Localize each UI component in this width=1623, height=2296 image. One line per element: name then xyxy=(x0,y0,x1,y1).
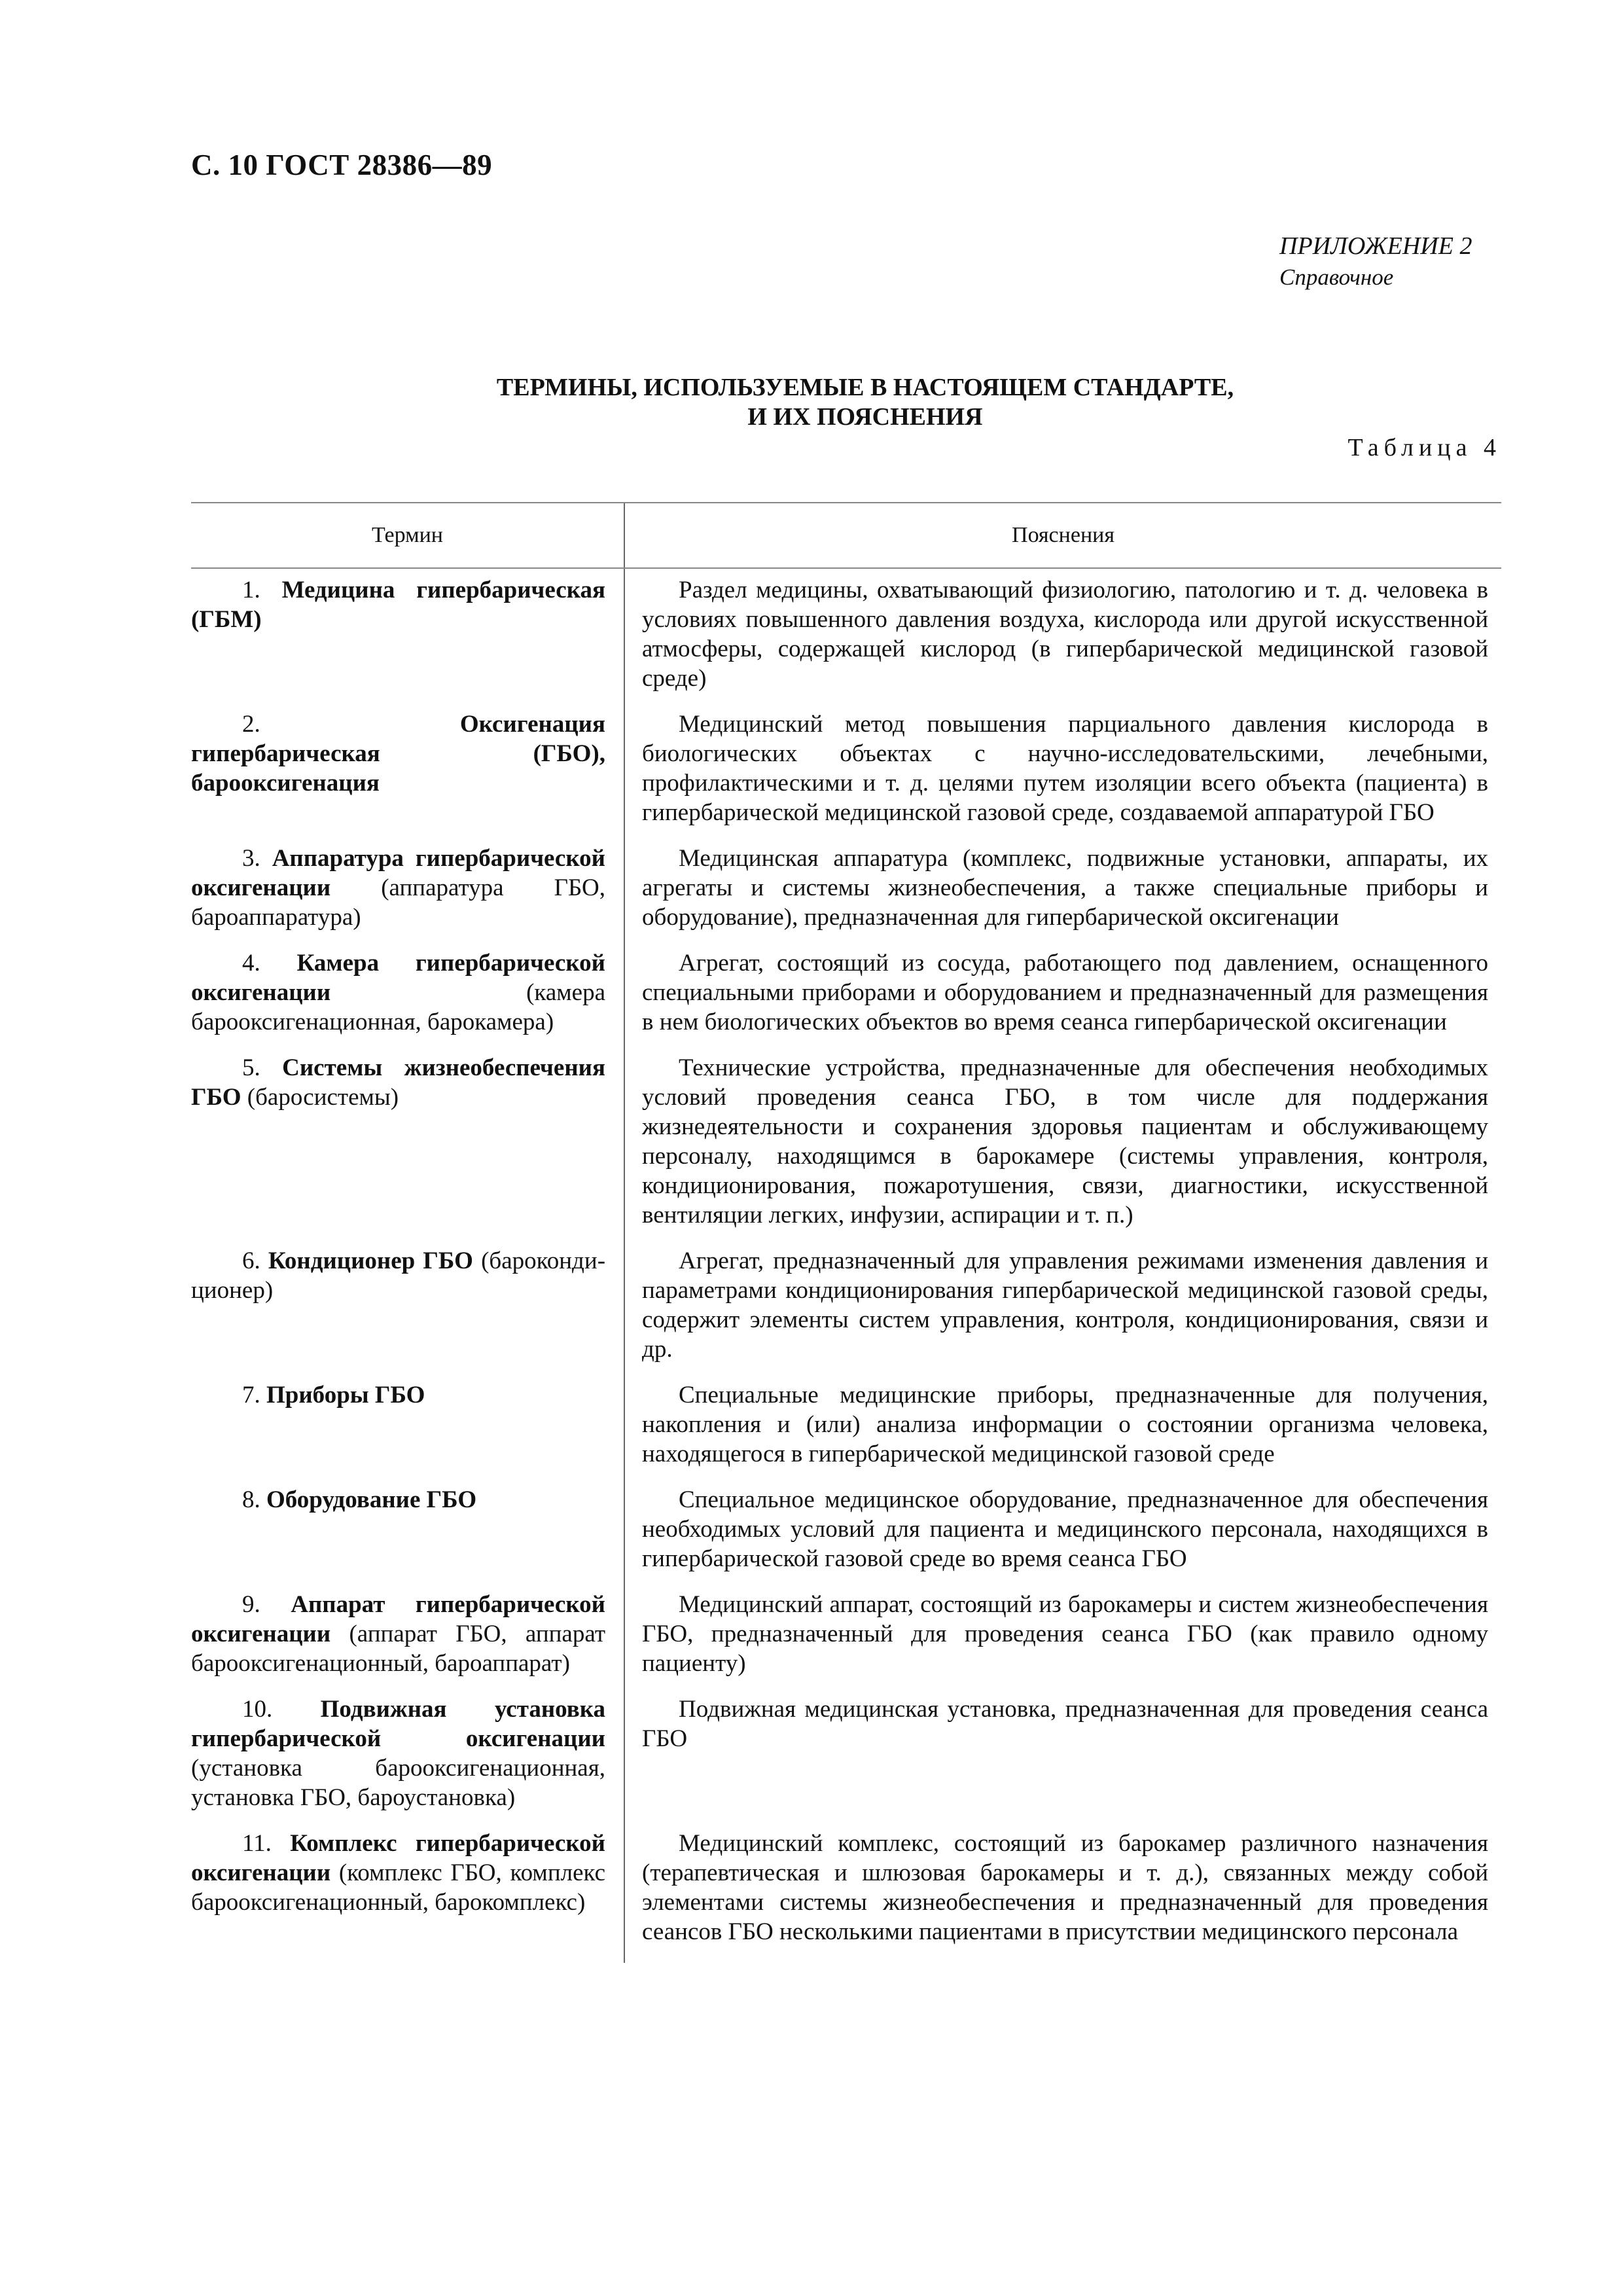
appendix-type: Справочное xyxy=(1279,264,1394,290)
term-number: 4. xyxy=(242,950,260,977)
appendix-label: ПРИЛОЖЕНИЕ 2 xyxy=(1279,232,1472,260)
explanation-cell: Агрегат, предназначенный для управления режимами изменения давления и параметрами кондиционирования гипербарической медицинской газовой среды, содержит элементы систем управления, контроля, кондиционирования, связи и др. xyxy=(642,1247,1488,1363)
table-row xyxy=(191,569,1501,709)
terms-table xyxy=(191,502,1501,1963)
title-line-1: ТЕРМИНЫ, ИСПОЛЬЗУЕМЫЕ В НАСТОЯЩЕМ СТАНДАРТЕ, xyxy=(496,374,1234,401)
term-name: Системы жизнеобеспечения ГБО xyxy=(191,1054,605,1111)
table-row xyxy=(191,1590,1501,1695)
appendix-block xyxy=(1279,230,1541,293)
term-number: 2. xyxy=(242,711,260,738)
term-cell xyxy=(191,1246,624,1364)
term-cell xyxy=(191,575,624,693)
term-synonyms: (баросистемы) xyxy=(241,1084,399,1111)
table-label: Таблица 4 xyxy=(1347,434,1501,461)
table-row xyxy=(191,948,1501,1053)
term-number: 1. xyxy=(242,577,260,603)
table-row xyxy=(191,1246,1501,1380)
table-row xyxy=(191,1695,1501,1829)
table-row xyxy=(191,1485,1501,1590)
column-header-explanation: Пояснения xyxy=(1012,523,1115,547)
table-row xyxy=(191,1380,1501,1485)
term-cell xyxy=(191,1695,624,1812)
explanation-cell: Медицинская аппаратура (комплекс, подвижные установки, аппараты, их агрегаты и системы жизнеобеспечения, а также специальные приборы и оборудование), предназначенная для гипербарической оксигенации xyxy=(642,845,1488,931)
term-number: 5. xyxy=(242,1054,260,1081)
term-synonyms: (установка барооксигенационная, установка ГБО, бароустановка) xyxy=(191,1755,605,1811)
term-name: Аппаратура гипербарической оксигенации xyxy=(191,845,606,901)
table-row xyxy=(191,709,1501,844)
term-name: Оборудование ГБО xyxy=(266,1486,477,1513)
explanation-cell: Технические устройства, предназначенные для обеспечения необходимых условий проведения сеанса ГБО, в том числе для поддержания жизнедеятельности и сохранения здоровья пациентам и обслуживающему персоналу, находящимся в барокамере (системы управления, контроля, кондиционирования, пожаротушения, связи, диагностики, искусственной вентиляции легких, инфузии, аспирации и т. п.) xyxy=(642,1054,1488,1229)
term-name: Камера гипербарической оксигенации xyxy=(191,950,605,1006)
term-number: 3. xyxy=(242,845,260,872)
term-cell xyxy=(191,844,624,932)
column-header-term: Термин xyxy=(191,503,625,567)
term-cell xyxy=(191,1380,624,1469)
explanation-cell: Медицинский аппарат, состоящий из барокамеры и систем жизнеобеспечения ГБО, предназначенный для проведения сеанса ГБО (как правило одному пациенту) xyxy=(642,1591,1488,1677)
term-cell xyxy=(191,1485,624,1573)
term-synonyms: (барокондиционер) xyxy=(191,1247,606,1304)
term-cell xyxy=(191,1590,624,1678)
table-body xyxy=(191,569,1501,1963)
table-row xyxy=(191,1829,1501,1963)
term-synonyms: (камера барооксигенационная, барокамера) xyxy=(191,979,605,1035)
term-synonyms: (комплекс ГБО, комплекс барооксигенационный, барокомплекс) xyxy=(191,1859,605,1916)
term-synonyms: (аппаратура ГБО, бароаппаратура) xyxy=(191,874,605,931)
document-title xyxy=(191,373,1539,432)
term-name: Аппарат гипербарической оксигенации xyxy=(191,1591,605,1647)
table-row xyxy=(191,844,1501,948)
table-row xyxy=(191,1053,1501,1246)
term-number: 7. xyxy=(242,1382,260,1408)
term-name: Подвижная установка гипербарической оксигенации xyxy=(191,1696,605,1752)
term-cell xyxy=(191,1829,624,1946)
term-name: Комплекс гипербарической оксигенации xyxy=(191,1830,605,1886)
term-cell xyxy=(191,709,624,827)
term-number: 8. xyxy=(242,1486,260,1513)
term-number: 6. xyxy=(242,1247,260,1274)
page-header: С. 10 ГОСТ 28386—89 xyxy=(191,149,493,181)
table-header xyxy=(191,502,1501,569)
title-line-2: И ИХ ПОЯСНЕНИЯ xyxy=(747,403,983,431)
term-number: 9. xyxy=(242,1591,260,1618)
term-name: Кондиционер ГБО xyxy=(268,1247,473,1274)
term-name: Медицина гипербарическая (ГБМ) xyxy=(191,577,605,633)
explanation-cell: Агрегат, состоящий из сосуда, работающего под давлением, оснащенного специальными приборами и оборудованием и предназначенный для размещения в нем биологических объектов во время сеанса гипербарической оксигенации xyxy=(642,950,1488,1035)
term-number: 11. xyxy=(242,1830,272,1857)
explanation-cell: Специальное медицинское оборудование, предназначенное для обеспечения необходимых условий для пациента и медицинского персонала, находящихся в гипербарической газовой среде во время сеанса ГБО xyxy=(642,1486,1488,1572)
term-name: Оксигенация гипербарическая (ГБО), барооксигенация xyxy=(191,711,605,797)
term-number: 10. xyxy=(242,1696,273,1723)
term-cell xyxy=(191,1053,624,1230)
explanation-cell: Специальные медицинские приборы, предназначенные для получения, накопления и (или) анализа информации о состоянии организма человека, находящегося в гипербарической медицинской газовой среде xyxy=(642,1382,1488,1467)
explanation-cell: Раздел медицины, охватывающий физиологию, патологию и т. д. человека в условиях повышенного давления воздуха, кислорода или другой искусственной атмосферы, содержащей кислород (в гипербарической медицинской газовой среде) xyxy=(642,577,1488,692)
term-name: Приборы ГБО xyxy=(266,1382,425,1408)
explanation-cell: Медицинский метод повышения парциального давления кислорода в биологических объектах с научно-исследовательскими, лечебными, профилактическими и т. д. целями путем изоляции всего объекта (пациента) в гипербарической медицинской газовой среде, создаваемой аппаратурой ГБО xyxy=(642,711,1488,826)
explanation-cell: Медицинский комплекс, состоящий из барокамер различного назначения (терапевтическая и шлюзовая барокамеры и т. д.), связанных между собой элементами системы жизнеобеспечения и предназначенный для проведения сеансов ГБО несколькими пациентами в присутствии медицинского персонала xyxy=(642,1830,1488,1945)
term-synonyms: (аппарат ГБО, аппарат барооксигенационный, бароаппарат) xyxy=(191,1621,605,1677)
term-cell xyxy=(191,948,624,1037)
explanation-cell: Подвижная медицинская установка, предназначенная для проведения сеанса ГБО xyxy=(642,1696,1488,1752)
